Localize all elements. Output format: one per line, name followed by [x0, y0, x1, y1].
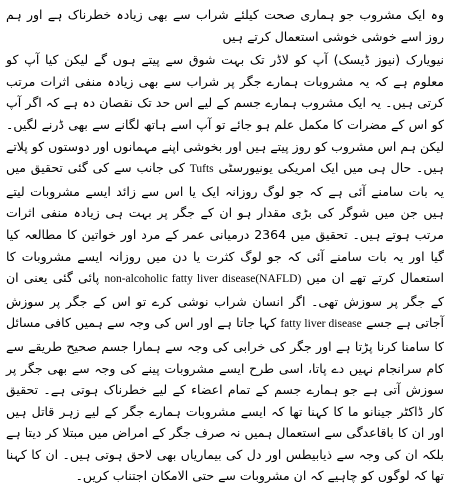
body-text-part-2: کی جانب سے کی گئی تحقیق میں یہ بات سامنے آئی ہے کہ جو لوگ روزانہ ایک یا اس سے زائد ایسے مشروبات لیتے ہیں جن میں شوگر کی بڑی مقدار ہو ان کے جگر پر بہت ہی زیادہ منفی اثرات مرتب ہوتے ہیں۔ تحقیق میں 2364 درمیانی عمر کے مرد اور خواتین کا مطالعہ کیا گیا اور یہ بات سامنے آئی کہ جو لوگ کثرت یا دن میں روزانہ ایسے مشروبات کا استعمال کرتے تھے ان میں: [6, 160, 444, 286]
article-headline: وہ ایک مشروب جو ہماری صحت کیلئے شراب سے بھی زیادہ خطرناک ہے اور ہم روز اسے خوشی خوشی استعمال کرتے ہیں: [6, 7, 444, 44]
university-name: Tufts: [189, 163, 214, 176]
nafld-abbreviation: (NAFLD): [255, 273, 302, 286]
article-body: [6, 49, 444, 487]
disease-name-english: non-alcoholic fatty liver disease: [104, 273, 256, 286]
fatty-liver-term: fatty liver disease: [280, 318, 362, 331]
body-text-part-4: کہا جاتا ہے اور اس کی وجہ سے ہمیں کافی مسائل کا سامنا کرنا پڑتا ہے اور جگر کی خرابی کی وجہ سے ہمارا جسم صحیح طریقے سے کام سرانجام نہیں دے پاتا، اسی طرح ایسے مشروبات پینے کی وجہ سے بھی جگر پر سوزش آتی ہے جو ہمارے جسم کے تمام اعضاء کے لیے خطرناک ہوتی ہے۔ تحقیق کار ڈاکٹر جینانو ما کا کہنا تھا کہ ایسے مشروبات ہمارے جگر کے لیے زہر قاتل ہیں اور ان کا باقاعدگی سے استعمال ہمیں نہ صرف جگر کے امراض میں مبتلا کر دیتا ہے بلکہ ان کی وجہ سے ذیابیطس اور دل کی بیماریاں بھی لاحق ہوتی ہیں۔ ان کا کہنا تھا کہ لوگوں کو چاہیے کہ ان مشروبات سے حتی الامکان اجتناب کریں۔: [6, 315, 444, 484]
body-text-part-1: نیویارک (نیوز ڈیسک) آپ کو لاڈر تک بہت شوق سے پیتے ہوں گے لیکن کیا آپ کو معلوم ہے کہ یہ مشروبات ہمارے جگر پر شراب سے بھی زیادہ منفی اثرات مرتب کرتی ہیں۔ یہ ایک مشروب ہمارے جسم کے لیے اس حد تک نقصان دہ ہے کہ اگر آپ کو اس کے مضرات کا مکمل علم ہو جائے تو آپ اسے ہاتھ لگانے سے بھی ڈرنے لگیں۔ لیکن ہم اس مشروب کو روز پیتے ہیں اور بخوشی اپنے مہمانوں اور دوستوں کو پلاتے ہیں۔ حال ہی میں ایک امریکی یونیورسٹی: [6, 52, 444, 176]
body-text-part-3: پائی گئی یعنی ان کے جگر پر سوزش تھی۔ اگر انسان شراب نوشی کرے تو اس کے جگر پر سوزش آجاتی ہے جسے: [6, 270, 444, 331]
